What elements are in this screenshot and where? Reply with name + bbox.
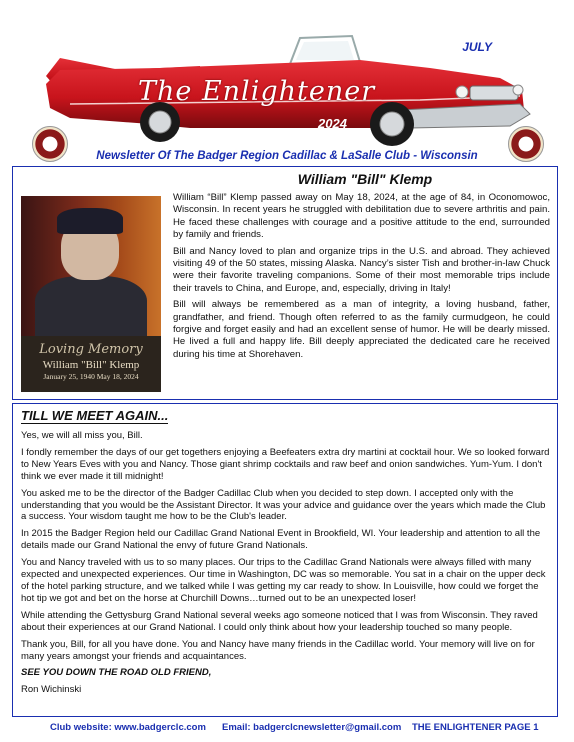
issue-year: 2024	[318, 116, 347, 131]
tribute-paragraph: Yes, we will all miss you, Bill.	[21, 430, 143, 441]
tribute-section	[12, 403, 558, 717]
obituary-section	[12, 166, 558, 400]
tribute-closing: SEE YOU DOWN THE ROAD OLD FRIEND,	[21, 667, 212, 679]
cadillac-car-illustration	[0, 0, 574, 150]
obituary-paragraph: William “Bill” Klemp passed away on May 18, 2024, at the age of 84, in Oconomowoc, Wisconsin. In recent years he struggled with debilitation due to severe arthritis and pain. He faced these challenges with courage and a positive attitude to the end, surrounded by family and friends.	[173, 192, 550, 240]
page-number: THE ENLIGHTENER PAGE 1	[412, 722, 539, 733]
tribute-signature: Ron Wichinski	[21, 684, 82, 696]
tribute-paragraph: I fondly remember the days of our get togethers enjoying a Beefeaters extra dry martini at cocktail hour. We so looked forward to New Years Eves with you and Nancy. Those giant shrimp cocktails and raw beef and onion sandwiches. Yum-Yum. I don't think we ever made it till midnight!	[21, 446, 550, 482]
obituary-title: William "Bill" Klemp	[297, 171, 433, 187]
memorial-script: Loving Memory	[39, 342, 143, 357]
memorial-name: William "Bill" Klemp	[42, 359, 140, 371]
tribute-paragraph: You and Nancy traveled with us to so many places. Our trips to the Cadillac Grand Nationals were always filled with many expected and unexpected experiences. Our time in Washington, DC was so memorable. You sat in a chair on the upper deck of the hotel parking structure, and we talked while I was getting my car ready to show. In Louisville, how could we forget the hot tip we got and bet on the horse at Churchill Downs…turned out to be an unexpected loser!	[21, 557, 546, 604]
tribute-paragraph: You asked me to be the director of the Badger Cadillac Club when you decided to step down. I accepted only with the understanding that you would be the Assistant Director. It was your advice and guidance over the years which made the Club a success. Your wisdom taught me how to be the Club's leader.	[21, 487, 546, 523]
obituary-body	[173, 192, 550, 365]
tribute-body	[21, 430, 551, 701]
obituary-paragraph: Bill and Nancy loved to plan and organize trips in the U.S. and abroad. They achieved visiting 49 of the 50 states, missing Alaska. Nancy’s sister Tish and brother-in-law Chuck were their favorite traveling companions. Some of their most memorable trips include their travels to China, and Europe, and, especially, driving in Italy!	[173, 245, 550, 294]
tribute-paragraph: In 2015 the Badger Region held our Cadillac Grand National Event in Brookfield, WI. Your leadership and attention to all the details made our Grand National the envy of future Grand Nationals.	[21, 528, 541, 552]
club-email-link[interactable]: Email: badgerclcnewsletter@gmail.com	[222, 722, 402, 733]
masthead	[0, 0, 574, 170]
obituary-paragraph: Bill will always be remembered as a man of integrity, a loving husband, father, grandfather, and friend. Though often referred to as the family curmudgeon, he could forgive and forget easily and had an excellent sense of humor. He will be dearly missed. He lived a full and happy life. Bill deeply appreciated the dedicated care he received during his time at Shorehaven.	[173, 299, 550, 360]
cap-icon	[57, 208, 123, 234]
memorial-photo	[21, 196, 161, 392]
memorial-card	[21, 336, 161, 392]
tribute-paragraph: Thank you, Bill, for all you have done. You and Nancy have many friends in the Cadillac world. Your memory will live on for many years amongst your friends and acquaintances.	[21, 638, 535, 662]
club-website-link[interactable]: Club website: www.badgerclc.com	[50, 722, 206, 733]
tribute-title: TILL WE MEET AGAIN...	[21, 408, 169, 423]
issue-month: JULY	[462, 40, 492, 54]
memorial-dates: January 25, 1940 May 18, 2024	[43, 372, 139, 381]
newsletter-subtitle: Newsletter Of The Badger Region Cadillac & LaSalle Club - Wisconsin	[96, 150, 478, 162]
newsletter-title: The Enlightener	[138, 76, 376, 107]
tribute-paragraph: While attending the Gettysburg Grand National several weeks ago someone noticed that I was from Wisconsin. They raved about their experiences at our Grand National. I could only think about how your leadership touched so many people.	[21, 609, 538, 633]
